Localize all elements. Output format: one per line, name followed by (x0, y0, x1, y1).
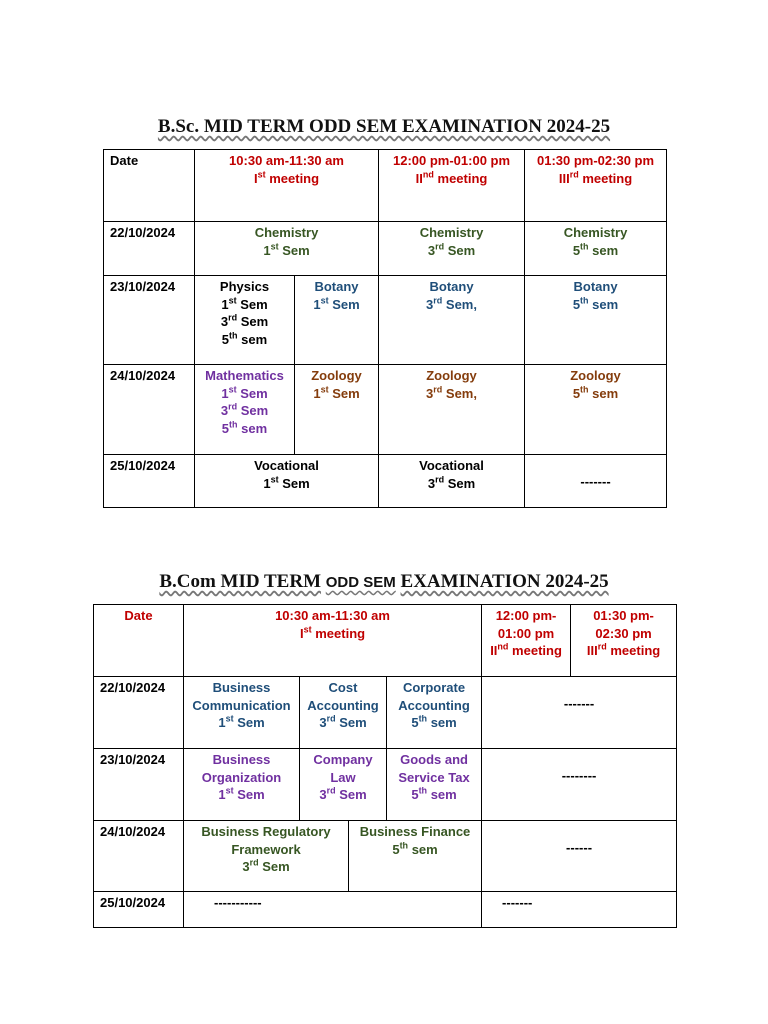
exam-cell: Business Finance 5th sem (349, 821, 482, 892)
bcom-slot1-header: 10:30 am-11:30 am Ist meeting (184, 605, 482, 677)
empty-slot-cell: ------- (525, 455, 667, 508)
date-cell: 24/10/2024 (104, 365, 195, 455)
bcom-header-row (94, 605, 677, 677)
empty-slot-cell: -------- (482, 749, 677, 821)
exam-cell: Business Regulatory Framework 3rd Sem (184, 821, 349, 892)
exam-cell: Botany 3rd Sem, (379, 276, 525, 365)
table-row (104, 365, 667, 455)
exam-cell: Zoology 5th sem (525, 365, 667, 455)
bsc-header-row (104, 150, 667, 222)
bsc-slot1-header: 10:30 am-11:30 am Ist meeting (195, 150, 379, 222)
date-cell: 22/10/2024 (104, 222, 195, 276)
table-row (104, 276, 667, 365)
exam-cell: Goods and Service Tax 5th sem (387, 749, 482, 821)
empty-slot-cell: ------- (482, 677, 677, 749)
bsc-schedule-table (103, 149, 667, 508)
exam-cell: Mathematics 1st Sem 3rd Sem 5th sem (195, 365, 295, 455)
bsc-title: B.Sc. MID TERM ODD SEM EXAMINATION 2024-25 (157, 116, 611, 137)
table-row (94, 892, 677, 928)
date-cell: 24/10/2024 (94, 821, 184, 892)
date-cell: 25/10/2024 (94, 892, 184, 928)
table-row (94, 821, 677, 892)
exam-cell: Botany 1st Sem (295, 276, 379, 365)
bcom-title: B.Com MID TERM ODD SEM EXAMINATION 2024-25 (159, 571, 609, 592)
empty-slot-cell: ----------- (184, 892, 482, 928)
date-cell: 23/10/2024 (94, 749, 184, 821)
bcom-slot3-header: 01:30 pm- 02:30 pm IIIrd meeting (571, 605, 677, 677)
table-row (94, 677, 677, 749)
date-cell: 25/10/2024 (104, 455, 195, 508)
exam-cell: Corporate Accounting 5th sem (387, 677, 482, 749)
exam-cell: Vocational 3rd Sem (379, 455, 525, 508)
bsc-date-header: Date (104, 150, 195, 222)
table-row (104, 455, 667, 508)
exam-cell: Business Communication 1st Sem (184, 677, 300, 749)
exam-cell: Zoology 3rd Sem, (379, 365, 525, 455)
exam-cell: Chemistry 3rd Sem (379, 222, 525, 276)
exam-cell: Chemistry 5th sem (525, 222, 667, 276)
exam-cell: Company Law 3rd Sem (300, 749, 387, 821)
exam-cell: Chemistry 1st Sem (195, 222, 379, 276)
table-row (104, 222, 667, 276)
exam-cell: Vocational 1st Sem (195, 455, 379, 508)
exam-cell: Physics 1st Sem 3rd Sem 5th sem (195, 276, 295, 365)
exam-cell: Zoology 1st Sem (295, 365, 379, 455)
exam-cell: Business Organization 1st Sem (184, 749, 300, 821)
bcom-date-header: Date (94, 605, 184, 677)
bsc-slot2-header: 12:00 pm-01:00 pm IInd meeting (379, 150, 525, 222)
exam-cell: Cost Accounting 3rd Sem (300, 677, 387, 749)
date-cell: 23/10/2024 (104, 276, 195, 365)
bcom-schedule-table (93, 604, 677, 928)
bcom-slot2-header: 12:00 pm- 01:00 pm IInd meeting (482, 605, 571, 677)
bsc-slot3-header: 01:30 pm-02:30 pm IIIrd meeting (525, 150, 667, 222)
exam-cell: Botany 5th sem (525, 276, 667, 365)
empty-slot-cell: ------ (482, 821, 677, 892)
empty-slot-cell: ------- (482, 892, 677, 928)
table-row (94, 749, 677, 821)
date-cell: 22/10/2024 (94, 677, 184, 749)
